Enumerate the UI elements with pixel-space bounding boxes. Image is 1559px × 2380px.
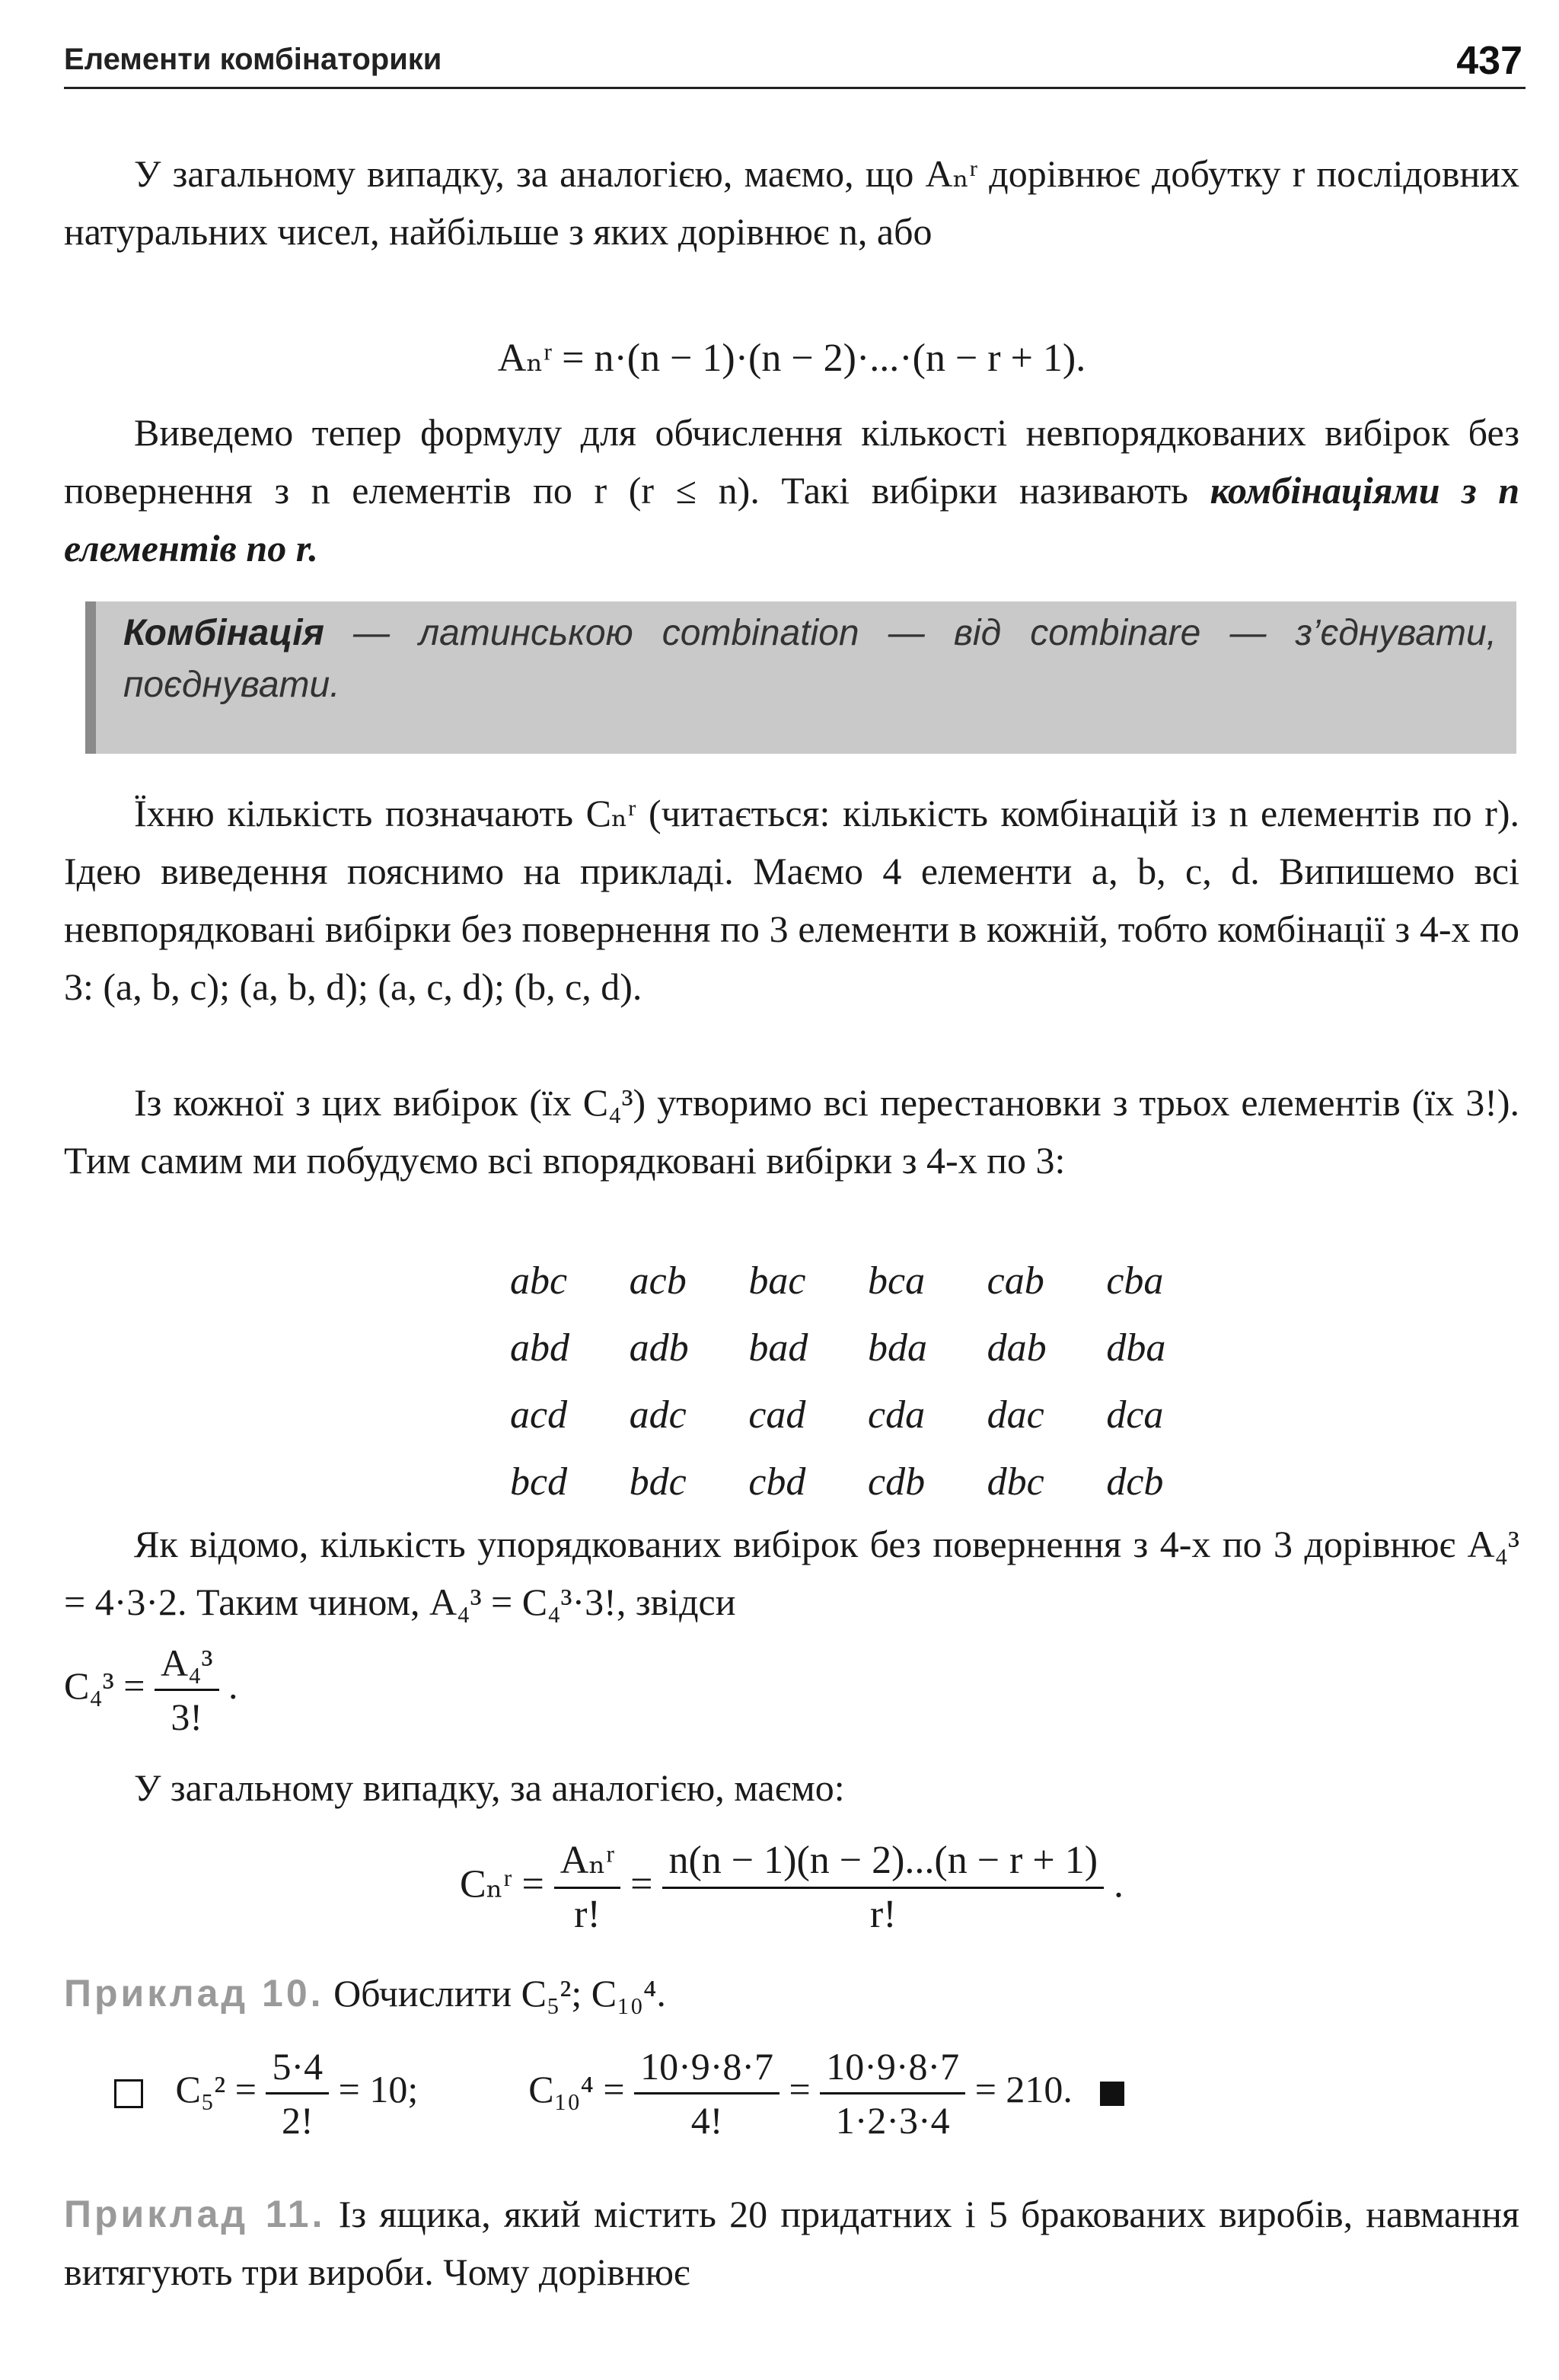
permutation-cell: bda	[868, 1326, 927, 1370]
permutation-cell: bcd	[510, 1460, 568, 1504]
page-number: 437	[1456, 39, 1522, 83]
paragraph-5: Як відомо, кількість упорядкованих вибірок без повернення з 4-х по 3 дорівнює A₄³ = 4·3·2. Таким чином, A₄³ = C₄³·3!, звідси	[64, 1523, 1519, 1623]
permutation-cell: cbd	[748, 1460, 806, 1504]
permutation-cell: bad	[748, 1326, 808, 1370]
permutation-cell: cad	[748, 1393, 806, 1437]
formula-comb-frac2	[662, 1835, 1104, 1941]
callout-note	[85, 601, 1516, 754]
solution-start-icon	[114, 2079, 143, 2108]
permutation-cell: adb	[629, 1326, 689, 1370]
formula-c43-fraction	[155, 1637, 219, 1743]
solution-10-den1: 2!	[281, 2099, 314, 2142]
permutation-cell: dbc	[987, 1460, 1044, 1504]
page-header	[64, 38, 1526, 89]
solution-10-num3: 10·9·8·7	[820, 2040, 965, 2094]
formula-combinations	[64, 1835, 1519, 1941]
paragraph-2-emphasis: комбінаціями з n елементів по r.	[64, 469, 1520, 569]
permutation-cell: dca	[1106, 1393, 1164, 1437]
formula-c43-num: A₄³	[155, 1637, 219, 1691]
example-11-text: Із ящика, який містить 20 придатних і 5 бракованих виробів, навмання витягують три вироби. Чому дорівнює	[64, 2193, 1519, 2293]
formula-comb-frac1	[554, 1835, 620, 1941]
running-title: Елементи комбінаторики	[64, 43, 442, 76]
solution-10-frac1	[266, 2040, 329, 2146]
solution-10-lhs2: C₁₀⁴ =	[528, 2067, 625, 2110]
solution-10-frac3	[820, 2040, 965, 2146]
permutation-cell: cda	[868, 1393, 926, 1437]
permutation-cell: dba	[1106, 1326, 1166, 1370]
formula-comb-num2: n(n − 1)(n − 2)...(n − r + 1)	[662, 1835, 1104, 1889]
solution-10-den2: 4!	[690, 2099, 723, 2142]
permutation-cell: dac	[987, 1393, 1044, 1437]
example-10-text: Обчислити C₅²; C₁₀⁴.	[333, 1972, 666, 2015]
example-11	[64, 2185, 1519, 2301]
formula-comb-lhs: Cₙʳ =	[459, 1862, 544, 1906]
formula-comb-den1: r!	[574, 1893, 601, 1936]
solution-10-num2: 10·9·8·7	[634, 2040, 780, 2094]
permutation-cell: dcb	[1106, 1460, 1164, 1504]
formula-c43-tail: .	[228, 1664, 238, 1707]
solution-10-den3: 1·2·3·4	[835, 2099, 950, 2142]
paragraph-4: Із кожної з цих вибірок (їх C₄³) утворимо всі перестановки з трьох елементів (їх 3!). Тим самим ми побудуємо всі впорядковані вибірки з 4-х по 3:	[64, 1081, 1519, 1182]
permutation-cell: abc	[510, 1259, 568, 1303]
formula-comb-den2: r!	[869, 1893, 897, 1936]
permutation-cell: bca	[868, 1259, 926, 1303]
solution-10-eq: =	[789, 2067, 811, 2110]
solution-10	[114, 2040, 1124, 2146]
permutation-cell: acd	[510, 1393, 568, 1437]
paragraph-1: У загальному випадку, за аналогією, маємо, що Aₙʳ дорівнює добутку r послідовних натуральних чисел, найбільше з яких дорівнює n, або	[64, 152, 1519, 253]
permutation-cell: adc	[629, 1393, 687, 1437]
paragraph-3: Їхню кількість позначають Cₙʳ (читається: кількість комбінацій із n елементів по r). Ідею виведення пояснимо на прикладі. Маємо 4 елементи a, b, c, d. Випишемо всі невпорядковані вибірки без повернення по 3 елементи в кожній, тобто комбінації з 4-х по 3: (a, b, c); (a, b, d); (a, c, d); (b, c, d).	[64, 792, 1519, 1008]
formula-comb-tail: .	[1114, 1862, 1124, 1906]
permutation-cell: bac	[748, 1259, 806, 1303]
paragraph-2	[64, 404, 1519, 577]
formula-permutations: Aₙʳ = n·(n − 1)·(n − 2)·...·(n − r + 1).	[497, 337, 1086, 380]
permutation-cell: dab	[987, 1326, 1047, 1370]
solution-10-num1: 5·4	[266, 2040, 329, 2094]
permutation-cell: cba	[1106, 1259, 1164, 1303]
solution-10-res2: = 210.	[974, 2067, 1073, 2110]
solution-10-res1: = 10;	[338, 2067, 419, 2110]
permutation-cell: cab	[987, 1259, 1044, 1303]
callout-text: — латинською combination — від combinare — з’єднувати, поєднувати.	[123, 613, 1497, 705]
solution-10-lhs1: C₅² =	[175, 2067, 257, 2110]
permutations-table	[510, 1256, 1226, 1507]
permutation-cell: abd	[510, 1326, 569, 1370]
permutation-cell: bdc	[629, 1460, 687, 1504]
formula-comb-num1: Aₙʳ	[554, 1835, 620, 1889]
example-11-label: Приклад 11.	[64, 2193, 326, 2235]
formula-c43-lhs: C₄³ =	[64, 1664, 145, 1707]
formula-comb-eq: =	[630, 1862, 653, 1906]
paragraph-2-text: Виведемо тепер формулу для обчислення кількості невпорядкованих вибірок без повернення з n елементів по r (r ≤ n). Такі вибірки називають	[64, 411, 1519, 512]
solution-end-icon	[1100, 2082, 1124, 2106]
callout-term: Комбінація	[123, 613, 324, 653]
formula-c43	[64, 1637, 238, 1743]
example-10-label: Приклад 10.	[64, 1972, 324, 2015]
solution-10-frac2	[634, 2040, 780, 2146]
example-10	[64, 1964, 1519, 2022]
permutation-cell: acb	[629, 1259, 687, 1303]
paragraph-6: У загальному випадку, за аналогією, маємо:	[134, 1766, 845, 1809]
formula-c43-den: 3!	[171, 1696, 203, 1738]
permutation-cell: cdb	[868, 1460, 926, 1504]
